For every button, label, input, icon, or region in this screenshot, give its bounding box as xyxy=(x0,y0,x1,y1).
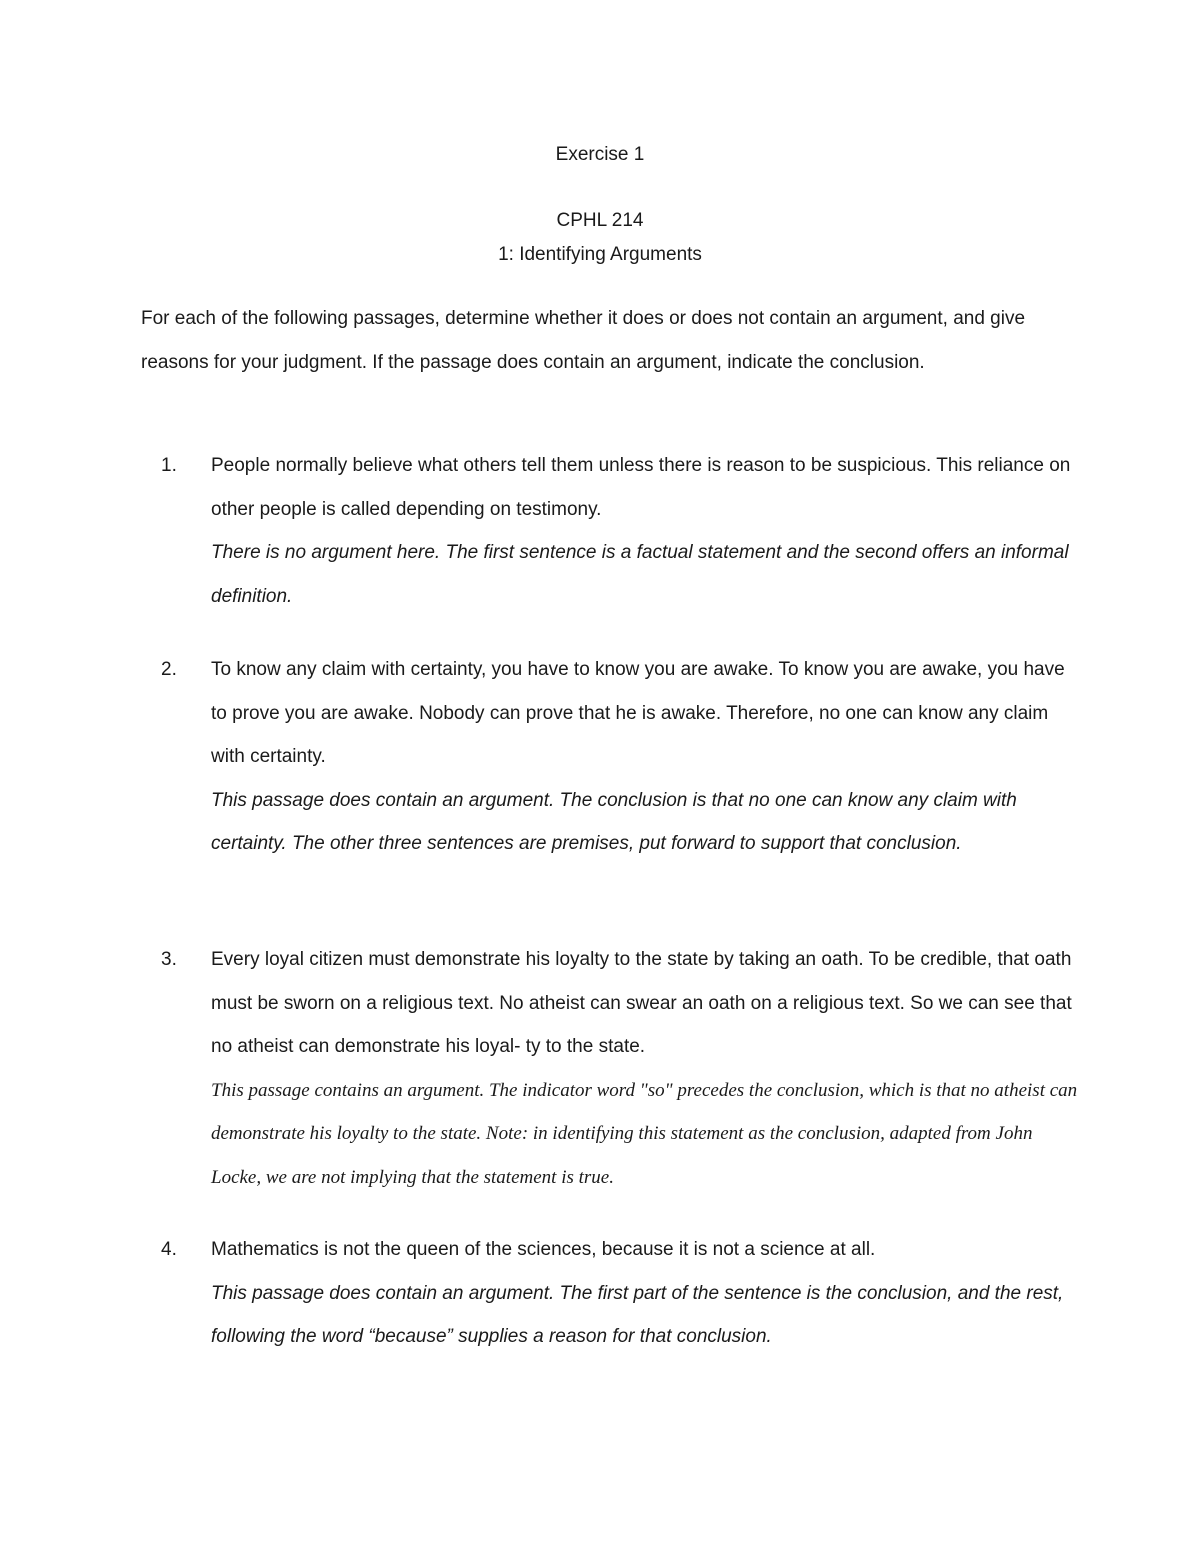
item-number: 3. xyxy=(161,949,177,970)
item-body xyxy=(211,444,1081,618)
item-number: 4. xyxy=(161,1239,177,1260)
item-answer: This passage does contain an argument. The first part of the sentence is the conclusion, and the rest, following the word “because” supplies a reason for that conclusion. xyxy=(211,1282,1064,1347)
instructions-paragraph: For each of the following passages, determine whether it does or does not contain an argument, and give reasons for your judgment. If the passage does contain an argument, indicate the conclusion. xyxy=(141,308,1026,373)
document-subtitle: 1: Identifying Arguments xyxy=(498,244,702,265)
item-number: 2. xyxy=(161,659,177,680)
item-passage: Mathematics is not the queen of the sciences, because it is not a science at all. xyxy=(211,1239,876,1260)
item-passage: To know any claim with certainty, you have to know you are awake. To know you are awake, you have to prove you are awake. Nobody can prove that he is awake. Therefore, no one can know any claim with certainty. xyxy=(211,659,1065,767)
item-answer: This passage does contain an argument. The conclusion is that no one can know any claim with certainty. The other three sentences are premises, put forward to support that conclusion. xyxy=(211,789,1017,854)
item-number: 1. xyxy=(161,455,177,476)
document-title: Exercise 1 xyxy=(555,144,645,165)
item-body xyxy=(211,648,1081,866)
item-answer: There is no argument here. The first sentence is a factual statement and the second offers an informal definition. xyxy=(211,542,1069,607)
item-passage: Every loyal citizen must demonstrate his loyalty to the state by taking an oath. To be credible, that oath must be sworn on a religious text. No atheist can swear an oath on a religious text. So we can see that no atheist can demonstrate his loyal- ty to the state. xyxy=(211,949,1072,1057)
item-answer: This passage contains an argument. The indicator word "so" precedes the conclusion, which is that no atheist can demonstrate his loyalty to the state. Note: in identifying this statement as the conclusion, adapted from John Locke, we are not implying that the statement is true. xyxy=(211,1079,1078,1188)
item-body xyxy=(211,938,1081,1199)
item-body xyxy=(211,1228,1081,1359)
item-passage: People normally believe what others tell them unless there is reason to be suspicious. This reliance on other people is called depending on testimony. xyxy=(211,455,1071,520)
course-code: CPHL 214 xyxy=(556,210,644,231)
